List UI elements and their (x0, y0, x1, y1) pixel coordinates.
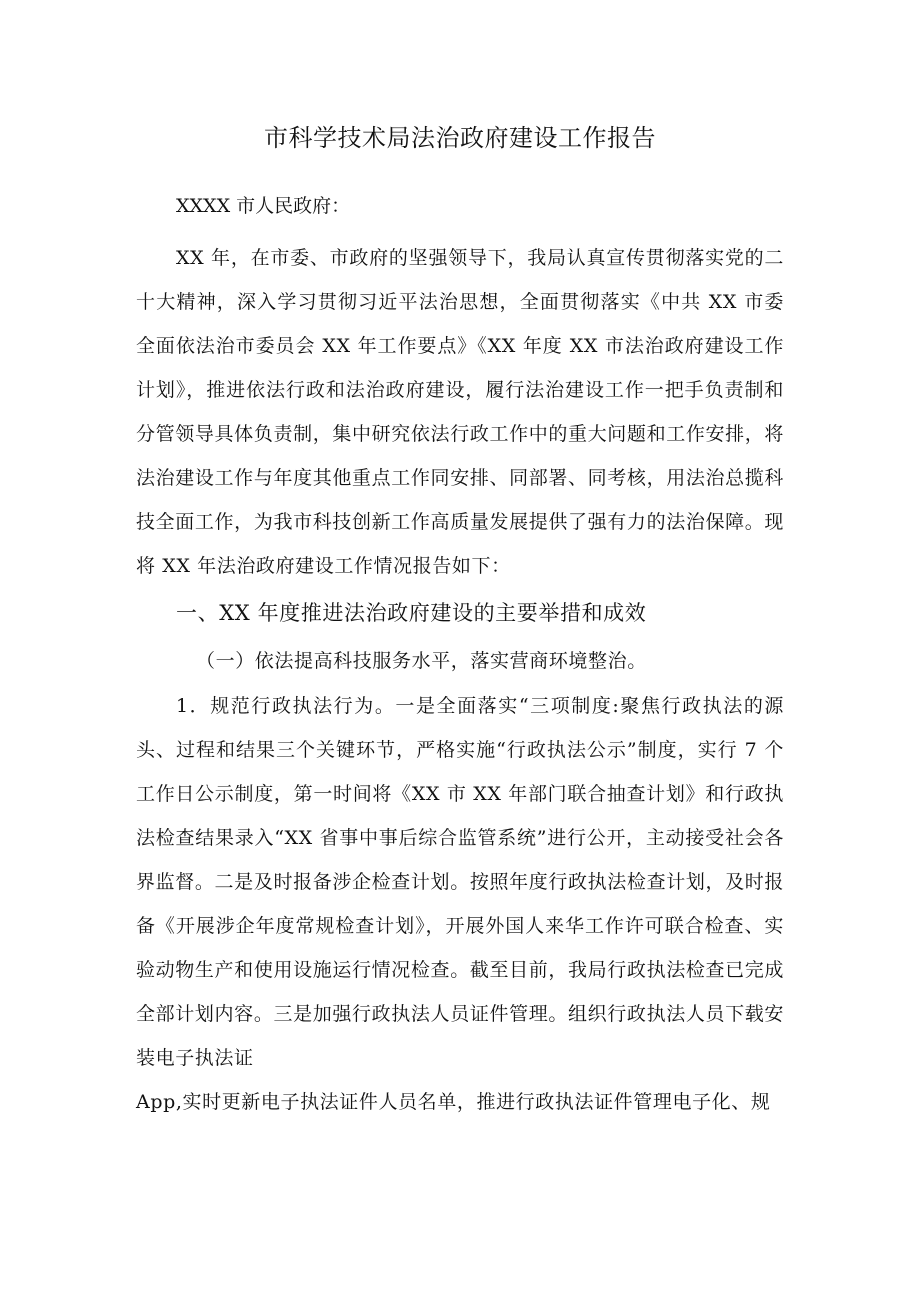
item-1-continuation: App,实时更新电子执法证件人员名单，推进行政执法证件管理电子化、规 (136, 1091, 771, 1113)
item-1-paragraph: 1．规范行政执法行为。一是全面落实“三项制度:聚焦行政执法的源头、过程和结果三个关键环节，严格实施“行政执法公示”制度，实行 7 个工作日公示制度，第一时间将《XX 市 XX 年部门联合抽查计划》和行政执法检查结果录入“XX 省事中事后综合监管系统”进行公开，主动接受社会各界监督。二是及时报备涉企检查计划。按照年度行政执法检查计划，及时报备《开展涉企年度常规检查计划》，开展外国人来华工作许可联合检查、实验动物生产和使用设施运行情况检查。截至目前，我局行政执法检查已完成全部计划内容。三是加强行政执法人员证件管理。组织行政执法人员下载安装电子执法证 (136, 695, 784, 1069)
salutation: XXXX 市人民政府： (176, 195, 351, 217)
section-heading-1: 一、XX 年度推进法治政府建设的主要举措和成效 (176, 601, 647, 625)
subsection-heading-1: （一）依法提高科技服务水平，落实营商环境整治。 (196, 650, 647, 672)
intro-paragraph: XX 年，在市委、市政府的坚强领导下，我局认真宣传贯彻落实党的二十大精神，深入学习贯彻习近平法治思想，全面贯彻落实《中共 XX 市委全面依法治市委员会 XX 年工作要点》《XX 年度 XX 市法治政府建设工作计划》，推进依法行政和法治政府建设，履行法治建设工作一把手负责制和分管领导具体负责制，集中研究依法行政工作中的重大问题和工作安排，将法治建设工作与年度其他重点工作同安排、同部署、同考核，用法治总揽科技全面工作，为我市科技创新工作高质量发展提供了强有力的法治保障。现将 XX 年法治政府建设工作情况报告如下： (136, 247, 784, 577)
document-title: 市科学技术局法治政府建设工作报告 (264, 124, 656, 152)
